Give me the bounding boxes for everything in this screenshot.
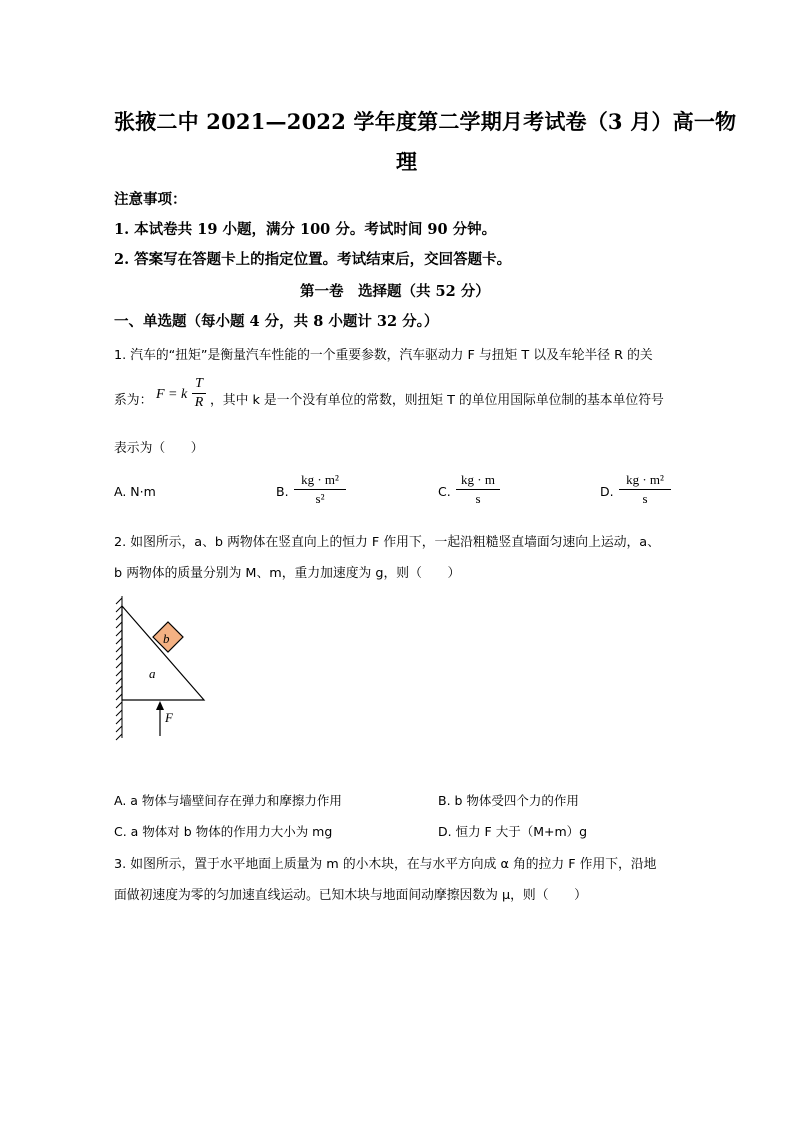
q1-option-d-fraction (619, 472, 671, 507)
q1-option-c-denominator: s (475, 491, 481, 506)
q2-option-b: B. b 物体受四个力的作用 (438, 793, 579, 808)
q3-line2: 面做初速度为零的匀加速直线运动。已知木块与地面间动摩擦因数为 μ，则（ ） (114, 888, 587, 903)
notice-item-2: 2. 答案写在答题卡上的指定位置。考试结束后，交回答题卡。 (114, 251, 512, 268)
q2-option-c: C. a 物体对 b 物体的作用力大小为 mg (114, 824, 333, 839)
q1-line3: 表示为（ ） (114, 441, 204, 456)
q2-option-a: A. a 物体与墙壁间存在弹力和摩擦力作用 (114, 793, 342, 808)
exam-title-line1: 张掖二中 2021—2022 学年度第二学期月考试卷（3 月）高一物 (114, 109, 737, 134)
notice-heading: 注意事项： (114, 191, 187, 208)
block-a-triangle (122, 606, 204, 700)
q1-formula-numerator: T (195, 376, 203, 391)
q2-figure (110, 592, 220, 742)
q1-option-b-numerator: kg · m² (301, 472, 339, 487)
q1-formula-denominator: R (194, 395, 204, 410)
label-a: a (149, 666, 156, 681)
notice-item-1: 1. 本试卷共 19 小题，满分 100 分。考试时间 90 分钟。 (114, 221, 497, 238)
q1-option-d-denominator: s (642, 491, 648, 506)
wall-hatching (116, 596, 122, 740)
q1-option-c-label: C. (438, 484, 451, 499)
volume-heading: 第一卷 选择题（共 52 分） (300, 283, 490, 300)
part-heading: 一、单选题（每小题 4 分，共 8 小题计 32 分。） (114, 313, 439, 330)
q1-option-d-numerator: kg · m² (626, 472, 664, 487)
q2-line2: b 两物体的质量分别为 M、m，重力加速度为 g，则（ ） (114, 566, 461, 581)
q1-option-b-label: B. (276, 484, 289, 499)
q1-option-b-denominator: s² (315, 491, 325, 506)
q1-option-c-fraction (456, 472, 500, 507)
q1-formula-fraction (192, 376, 206, 411)
q1-formula-lhs: F = k (156, 387, 188, 402)
exam-title-line2: 理 (396, 149, 418, 174)
q1-option-b-fraction (294, 472, 346, 507)
q1-option-a: A. N·m (114, 484, 156, 499)
q1-line2-prefix: 系为： (114, 393, 153, 408)
q1-line2-suffix: ，其中 k 是一个没有单位的常数，则扭矩 T 的单位用国际单位制的基本单位符号 (210, 393, 664, 408)
label-b: b (163, 631, 170, 646)
q1-option-d-label: D. (600, 484, 614, 499)
force-arrowhead (156, 701, 164, 710)
label-f: F (165, 710, 173, 725)
q1-option-c-numerator: kg · m (461, 472, 495, 487)
q2-option-d: D. 恒力 F 大于（M+m）g (438, 824, 588, 839)
q2-line1: 2. 如图所示，a、b 两物体在竖直向上的恒力 F 作用下，一起沿粗糙竖直墙面匀速向上运动，a、 (114, 535, 660, 550)
q1-line1: 1. 汽车的“扭矩”是衡量汽车性能的一个重要参数，汽车驱动力 F 与扭矩 T 以及车轮半径 R 的关 (114, 348, 653, 363)
q3-line1: 3. 如图所示，置于水平地面上质量为 m 的小木块，在与水平方向成 α 角的拉力 F 作用下，沿地 (114, 857, 657, 872)
